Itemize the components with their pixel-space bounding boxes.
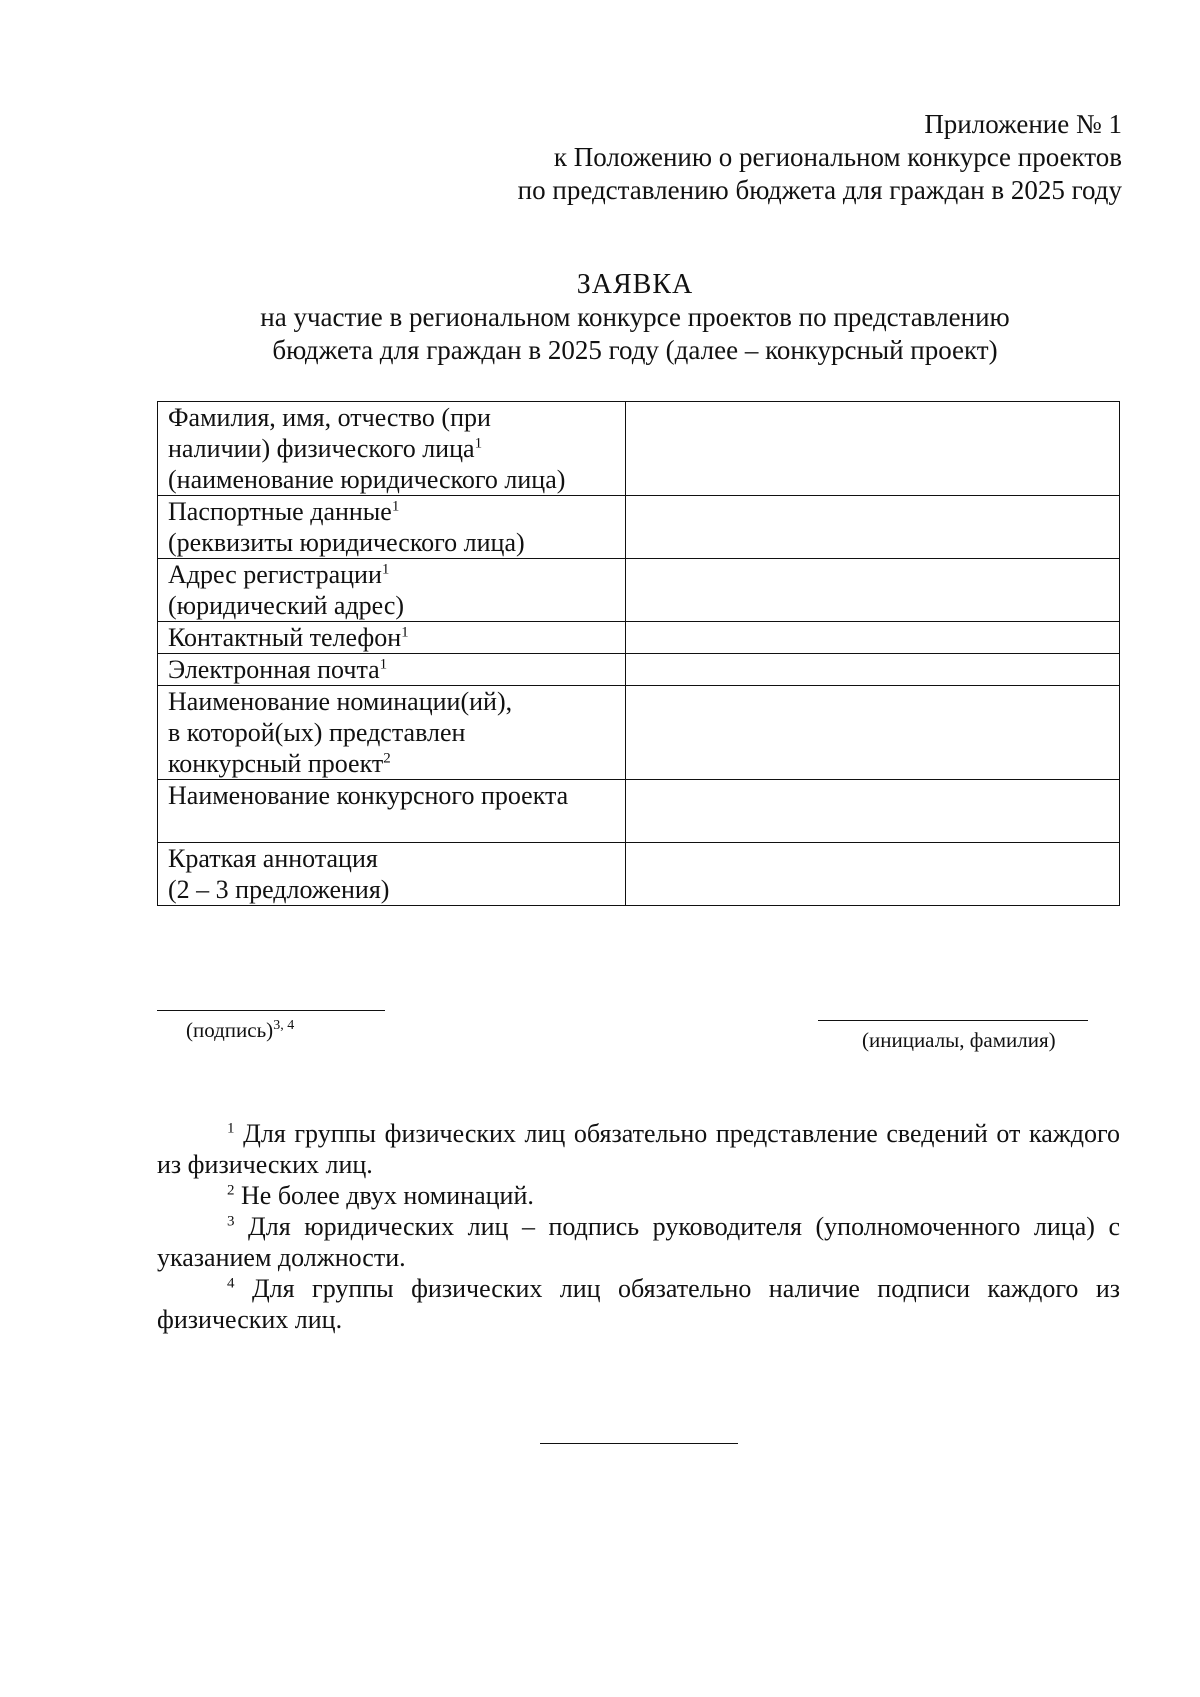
footnote-text: Для группы физических лиц обязательно представление сведений от каждого из физических лиц.: [157, 1119, 1120, 1179]
appendix-reference-line2: по представлению бюджета для граждан в 2025 году: [517, 175, 1122, 205]
signature-line: [157, 1010, 385, 1011]
form-field-label: [158, 686, 626, 780]
form-field-value[interactable]: [625, 654, 1119, 686]
form-row: [158, 622, 1120, 654]
form-row: [158, 496, 1120, 559]
footnote-number: 3: [227, 1213, 235, 1230]
footnote-ref: 1: [379, 656, 388, 673]
footnote-ref: 1: [391, 498, 400, 515]
form-row: [158, 654, 1120, 686]
footnote-text: Не более двух номинаций.: [241, 1181, 534, 1210]
name-caption: (инициалы, фамилия): [862, 1028, 1056, 1052]
form-field-label-line: (2 – 3 предложения): [168, 875, 390, 904]
footnote-ref: 1: [401, 624, 409, 641]
form-field-label: [158, 402, 626, 496]
form-field-label-line: Краткая аннотация: [168, 844, 378, 873]
form-field-label-line: Паспортные данные$^1$: [168, 497, 400, 526]
form-field-value[interactable]: [625, 402, 1119, 496]
end-separator-line: [540, 1443, 738, 1444]
form-row: [158, 843, 1120, 906]
footnote-2: [157, 1180, 1120, 1211]
form-field-label-line: в которой(ых) представлен: [168, 718, 466, 747]
form-field-label-line: Электронная почта$^1$: [168, 655, 388, 684]
form-field-label-line: (юридический адрес): [168, 591, 405, 620]
footnote-number: 2: [227, 1182, 235, 1199]
form-field-label: [158, 559, 626, 622]
form-field-label-line: (наименование юридического лица): [168, 465, 566, 494]
form-field-value[interactable]: [625, 559, 1119, 622]
footnote-ref: 1: [381, 561, 390, 578]
form-field-label: [158, 780, 626, 843]
footnote-ref: 1: [474, 435, 483, 452]
form-field-label-line: Адрес регистрации$^1$: [168, 560, 390, 589]
footnote-ref: 2: [383, 750, 391, 767]
form-field-value[interactable]: [625, 622, 1119, 654]
signature-footnote-ref: 3, 4: [273, 1018, 295, 1033]
form-field-label: [158, 654, 626, 686]
form-field-label-line: [168, 811, 619, 842]
form-row: [158, 780, 1120, 843]
form-field-label: [158, 843, 626, 906]
form-field-value[interactable]: [625, 496, 1119, 559]
footnote-number: 4: [227, 1275, 235, 1292]
footnote-4: [157, 1273, 1120, 1335]
form-field-label-line: Наименование номинации(ий),: [168, 687, 513, 716]
form-field-label-line: наличии) физического лица$^1$: [168, 434, 483, 463]
name-line: [818, 1020, 1088, 1021]
form-row: [158, 402, 1120, 496]
form-row: [158, 559, 1120, 622]
application-heading: [150, 268, 1120, 367]
form-field-label: [158, 622, 626, 654]
application-title: ЗАЯВКА: [576, 269, 694, 300]
form-field-label-line: конкурсный проект$^2$: [168, 749, 391, 778]
appendix-header: [518, 108, 1122, 207]
form-field-value[interactable]: [625, 686, 1119, 780]
form-field-label-line: Наименование конкурсного проекта: [168, 781, 569, 810]
form-field-label-line: Контактный телефон$^1$: [168, 623, 409, 652]
form-field-label-line: Фамилия, имя, отчество (при: [168, 403, 491, 432]
appendix-reference-line1: к Положению о региональном конкурсе проектов: [553, 142, 1122, 172]
form-field-value[interactable]: [625, 843, 1119, 906]
signature-caption: (подпись)$^{3, 4}$: [186, 1018, 295, 1042]
form-field-value[interactable]: [625, 780, 1119, 843]
application-form-table: [157, 401, 1120, 906]
form-field-label: [158, 496, 626, 559]
footnote-number: 1: [227, 1120, 235, 1137]
footnote-1: [157, 1118, 1120, 1180]
form-field-label-line: (реквизиты юридического лица): [168, 528, 525, 557]
footnote-text: Для группы физических лиц обязательно наличие подписи каждого из физических лиц.: [157, 1274, 1121, 1334]
footnote-3: [157, 1211, 1120, 1273]
application-subtitle-line1: на участие в региональном конкурсе проектов по представлению: [260, 302, 1010, 332]
footnotes: [157, 1118, 1120, 1335]
form-row: [158, 686, 1120, 780]
application-subtitle-line2: бюджета для граждан в 2025 году (далее – конкурсный проект): [272, 335, 998, 365]
appendix-number: Приложение № 1: [924, 109, 1122, 139]
footnote-text: Для юридических лиц – подпись руководителя (уполномоченного лица) с указанием должности.: [157, 1212, 1121, 1272]
